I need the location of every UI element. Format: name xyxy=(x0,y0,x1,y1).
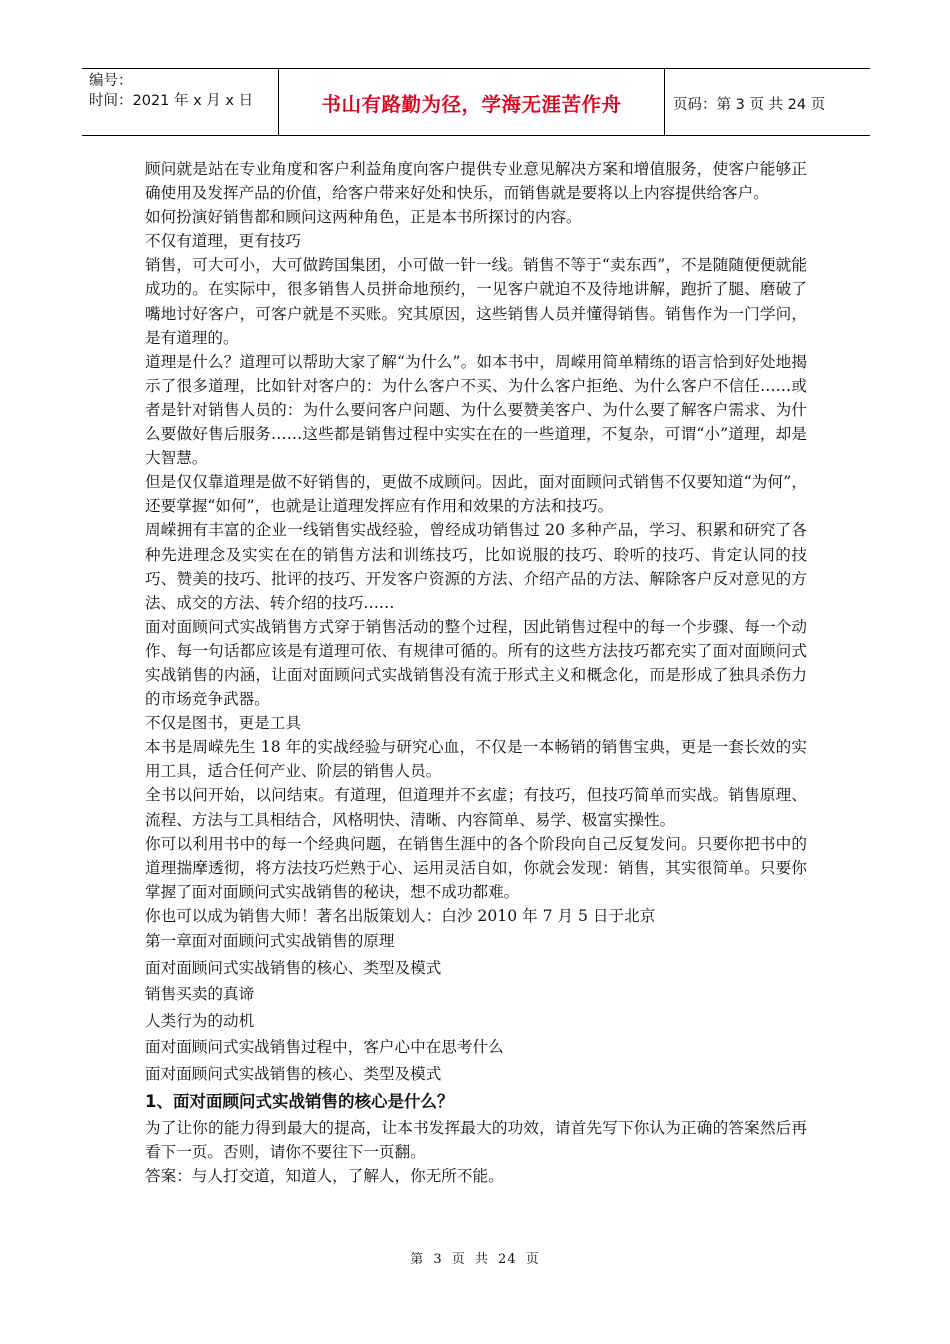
document-body xyxy=(145,157,807,1188)
paragraph: 周嵘拥有丰富的企业一线销售实战经验，曾经成功销售过 20 多种产品，学习、积累和研究了各种先进理念及实实在在的销售方法和训练技巧，比如说服的技巧、聆听的技巧、肯定认同的技巧、赞美的技巧、批评的技巧、开发客户资源的方法、介绍产品的方法、解除客户反对意见的方法、成交的方法、转介绍的技巧…… xyxy=(145,521,807,612)
document-date-label: 时间：2021 年 x 月 x 日 xyxy=(89,93,254,109)
paragraph: 为了让你的能力得到最大的提高，让本书发挥最大的功效，请首先写下你认为正确的答案然后再看下一页。否则，请你不要往下一页翻。 xyxy=(145,1118,807,1161)
page-header xyxy=(82,68,870,136)
document-number-label: 编号： xyxy=(89,73,133,89)
paragraph: 但是仅仅靠道理是做不好销售的，更做不成顾问。因此，面对面顾问式销售不仅要知道“为何”，还要掌握“如何”，也就是让道理发挥应有作用和效果的方法和技巧。 xyxy=(145,473,807,516)
paragraph: 全书以问开始，以问结束。有道理，但道理并不玄虚；有技巧，但技巧简单而实战。销售原理、流程、方法与工具相结合，风格明快、清晰、内容简单、易学、极富实操性。 xyxy=(145,786,807,829)
paragraph: 如何扮演好销售都和顾问这两种角色，正是本书所探讨的内容。 xyxy=(145,208,582,227)
toc-line: 人类行为的动机 xyxy=(145,1011,255,1030)
paragraph: 道理是什么？道理可以帮助大家了解“为什么”。如本书中，周嵘用简单精练的语言恰到好处地揭示了很多道理，比如针对客户的：为什么客户不买、为什么客户拒绝、为什么客户不信任……或者是针对销售人员的：为什么要问客户问题、为什么要赞美客户、为什么要了解客户需求、为什么要做好售后服务……这些都是销售过程中实实在在的一些道理，不复杂，可谓“小”道理，却是大智慧。 xyxy=(145,352,807,468)
paragraph: 面对面顾问式实战销售方式穿于销售活动的整个过程，因此销售过程中的每一个步骤、每一个动作、每一句话都应该是有道理可依、有规律可循的。所有的这些方法技巧都充实了面对面顾问式实战销售的内涵，让面对面顾问式实战销售没有流于形式主义和概念化，而是形成了独具杀伤力的市场竞争武器。 xyxy=(145,617,807,709)
toc-line: 面对面顾问式实战销售的核心、类型及模式 xyxy=(145,958,442,977)
header-info-cell xyxy=(82,69,279,135)
toc-line: 第一章面对面顾问式实战销售的原理 xyxy=(145,932,395,950)
header-page-indicator: 页码：第 3 页 共 24 页 xyxy=(673,96,826,113)
section-subtitle: 不仅是图书，更是工具 xyxy=(145,714,301,733)
toc-line: 面对面顾问式实战销售的核心、类型及模式 xyxy=(145,1064,442,1083)
section-subtitle: 不仅有道理，更有技巧 xyxy=(145,232,301,251)
question-heading: 1、面对面顾问式实战销售的核心是什么？ xyxy=(145,1091,454,1111)
paragraph: 你可以利用书中的每一个经典问题，在销售生涯中的各个阶段向自己反复发问。只要你把书中的道理揣摩透彻，将方法技巧烂熟于心、运用灵活自如，你就会发现：销售，其实很简单。只要你掌握了面对面顾问式实战销售的秘诀，想不成功都难。 xyxy=(145,834,807,901)
page-footer: 第 3 页 共 24 页 xyxy=(410,1252,540,1267)
paragraph: 顾问就是站在专业角度和客户利益角度向客户提供专业意见解决方案和增值服务，使客户能够正确使用及发挥产品的价值，给客户带来好处和快乐，而销售就是要将以上内容提供给客户。 xyxy=(145,160,807,203)
paragraph: 本书是周嵘先生 18 年的实战经验与研究心血，不仅是一本畅销的销售宝典，更是一套长效的实用工具，适合任何产业、阶层的销售人员。 xyxy=(145,738,807,781)
paragraph: 你也可以成为销售大师！著名出版策划人：白沙 2010 年 7 月 5 日于北京 xyxy=(145,906,656,925)
paragraph: 销售，可大可小，大可做跨国集团，小可做一针一线。销售不等于“卖东西”，不是随随便便就能成功的。在实际中，很多销售人员拼命地预约，一见客户就迫不及待地讲解，跑折了腿、磨破了嘴地讨好客户，可客户就是不买账。究其原因，这些销售人员并懂得销售。销售作为一门学问，是有道理的。 xyxy=(145,256,807,347)
answer-paragraph: 答案：与人打交道，知道人，了解人，你无所不能。 xyxy=(145,1166,504,1185)
toc-line: 销售买卖的真谛 xyxy=(145,985,255,1004)
toc-line: 面对面顾问式实战销售过程中，客户心中在思考什么 xyxy=(145,1038,504,1057)
header-motto: 书山有路勤为径，学海无涯苦作舟 xyxy=(279,69,665,135)
